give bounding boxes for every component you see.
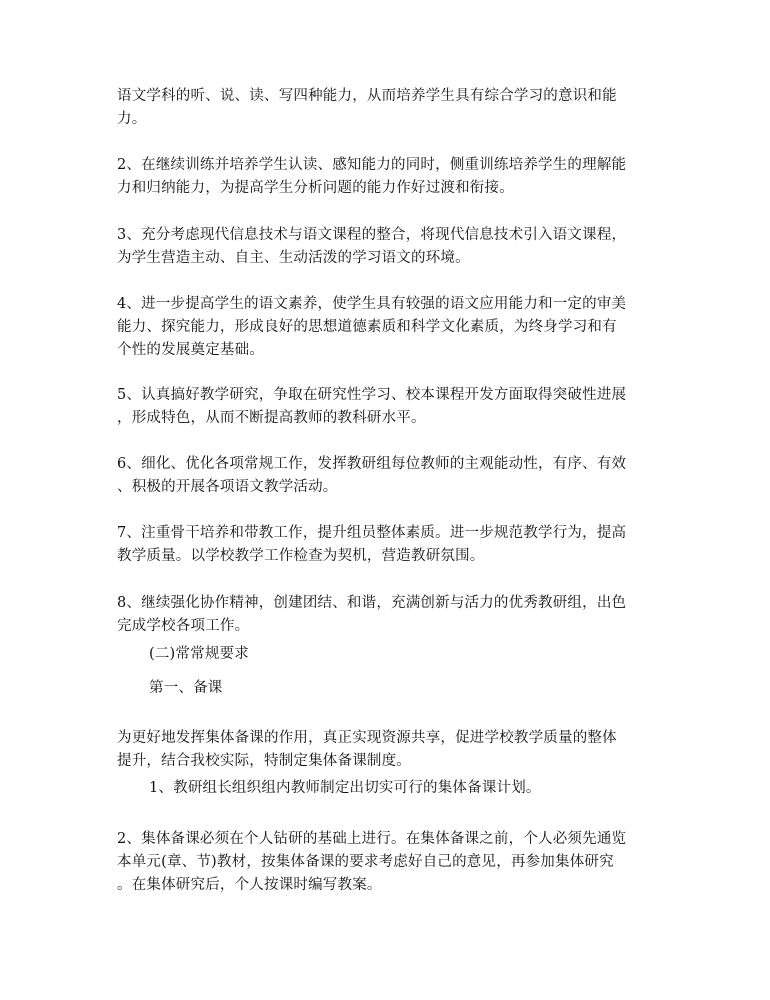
paragraph-item-8 <box>117 592 672 638</box>
line: 1、教研组长组织组内教师制定出切实可行的集体备课计划。 <box>149 780 541 796</box>
line: 。在集体研究后，个人按课时编写教案。 <box>117 877 382 893</box>
line: 本单元(章、节)教材，按集体备课的要求考虑好自己的意见，再参加集体研究 <box>117 854 614 870</box>
line: 2、在继续训练并培养学生认读、感知能力的同时，侧重训练培养学生的理解能 <box>117 157 627 173</box>
paragraph-collective-preparation <box>117 727 672 773</box>
paragraph-item-7 <box>117 522 672 568</box>
line: 5、认真搞好教学研究，争取在研究性学习、校本课程开发方面取得突破性进展 <box>117 387 627 403</box>
line: 4、进一步提高学生的语文素养，使学生具有较强的语文应用能力和一定的审美 <box>117 296 627 312</box>
line: 完成学校各项工作。 <box>117 618 250 634</box>
paragraph-rule-2 <box>117 828 672 897</box>
line: 教学质量。以学校教学工作检查为契机，营造教研氛围。 <box>117 548 485 564</box>
line: (二)常常规要求 <box>149 646 249 662</box>
line: 2、集体备课必须在个人钻研的基础上进行。在集体备课之前，个人必须先通览 <box>117 831 627 847</box>
section-heading-lesson-preparation <box>149 677 669 700</box>
line: ，形成特色，从而不断提高教师的教科研水平。 <box>117 410 426 426</box>
line: 7、注重骨干培养和带教工作，提升组员整体素质。进一步规范教学行为，提高 <box>117 525 627 541</box>
line: 、积极的开展各项语文教学活动。 <box>117 479 338 495</box>
line: 个性的发展奠定基础。 <box>117 342 264 358</box>
line: 提升，结合我校实际，特制定集体备课制度。 <box>117 753 411 769</box>
line: 力和归纳能力，为提高学生分析问题的能力作好过渡和衔接。 <box>117 180 514 196</box>
line: 力。 <box>117 111 147 127</box>
paragraph-item-2 <box>117 154 672 200</box>
paragraph-rule-1 <box>149 777 669 800</box>
section-heading-routine-requirements <box>149 643 669 666</box>
line: 能力、探究能力，形成良好的思想道德素质和科学文化素质，为终身学习和有 <box>117 319 617 335</box>
line: 8、继续强化协作精神，创建团结、和谐，充满创新与活力的优秀教研组，出色 <box>117 595 627 611</box>
line: 为学生营造主动、自主、生动活泼的学习语文的环境。 <box>117 250 470 266</box>
paragraph-item-6 <box>117 453 672 499</box>
paragraph-item-3 <box>117 224 672 270</box>
paragraph-item-4 <box>117 293 672 362</box>
line: 语文学科的听、说、读、写四种能力，从而培养学生具有综合学习的意识和能 <box>117 88 617 104</box>
line: 6、细化、优化各项常规工作，发挥教研组每位教师的主观能动性，有序、有效 <box>117 456 627 472</box>
line: 第一、备课 <box>149 680 223 696</box>
paragraph-item-5 <box>117 384 672 430</box>
line: 为更好地发挥集体备课的作用，真正实现资源共享，促进学校教学质量的整体 <box>117 730 617 746</box>
paragraph-intro <box>117 85 672 131</box>
line: 3、充分考虑现代信息技术与语文课程的整合，将现代信息技术引入语文课程， <box>117 227 627 243</box>
